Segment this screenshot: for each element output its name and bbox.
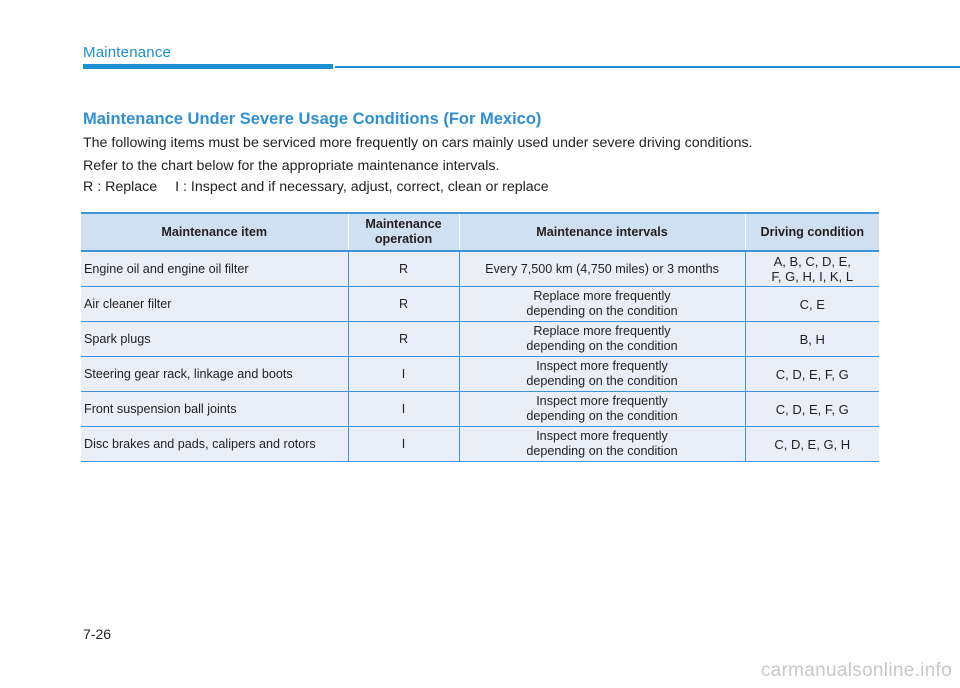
legend-line xyxy=(83,179,549,195)
cell-item: Disc brakes and pads, calipers and rotors xyxy=(81,427,348,462)
cell-operation: I xyxy=(348,392,459,427)
page-number: 7-26 xyxy=(83,626,112,642)
watermark: carmanualsonline.info xyxy=(760,660,952,681)
cell-item: Air cleaner filter xyxy=(81,287,348,322)
cell-condition: C, D, E, G, H xyxy=(745,427,879,462)
table-row xyxy=(81,392,879,427)
section-title: Maintenance xyxy=(83,44,172,61)
cell-item: Spark plugs xyxy=(81,322,348,357)
table-row xyxy=(81,427,879,462)
header-interval: Maintenance intervals xyxy=(459,213,745,251)
cell-operation: R xyxy=(348,287,459,322)
table-row xyxy=(81,251,879,287)
cell-interval: Inspect more frequently depending on the condition xyxy=(459,357,745,392)
cell-interval: Inspect more frequently depending on the condition xyxy=(459,427,745,462)
page-heading: Maintenance Under Severe Usage Conditions (For Mexico) xyxy=(83,110,542,128)
cell-interval: Every 7,500 km (4,750 miles) or 3 months xyxy=(459,251,745,287)
cell-condition: A, B, C, D, E, F, G, H, I, K, L xyxy=(745,251,879,287)
header-operation: Maintenance operation xyxy=(348,213,459,251)
cell-interval: Inspect more frequently depending on the condition xyxy=(459,392,745,427)
cell-condition: B, H xyxy=(745,322,879,357)
table-row xyxy=(81,357,879,392)
cell-condition: C, E xyxy=(745,287,879,322)
header-item: Maintenance item xyxy=(81,213,348,251)
table-header-row xyxy=(81,213,879,251)
cell-operation: R xyxy=(348,322,459,357)
cell-operation: I xyxy=(348,427,459,462)
cell-item: Engine oil and engine oil filter xyxy=(81,251,348,287)
legend-inspect: I : Inspect and if necessary, adjust, correct, clean or replace xyxy=(175,179,549,195)
cell-interval: Replace more frequently depending on the condition xyxy=(459,322,745,357)
cell-condition: C, D, E, F, G xyxy=(745,392,879,427)
cell-interval: Replace more frequently depending on the condition xyxy=(459,287,745,322)
legend-replace: R : Replace xyxy=(83,179,158,195)
cell-operation: R xyxy=(348,251,459,287)
table-row xyxy=(81,322,879,357)
cell-operation: I xyxy=(348,357,459,392)
intro-paragraph: The following items must be serviced more frequently on cars mainly used under severe driving conditions. xyxy=(83,135,753,151)
cell-condition: C, D, E, F, G xyxy=(745,357,879,392)
cell-item: Steering gear rack, linkage and boots xyxy=(81,357,348,392)
refer-paragraph: Refer to the chart below for the appropriate maintenance intervals. xyxy=(83,158,500,174)
header-rule-thick xyxy=(83,64,333,69)
maintenance-table xyxy=(81,212,879,462)
table-row xyxy=(81,287,879,322)
cell-item: Front suspension ball joints xyxy=(81,392,348,427)
header-rule-thin xyxy=(335,66,960,68)
header-condition: Driving condition xyxy=(745,213,879,251)
